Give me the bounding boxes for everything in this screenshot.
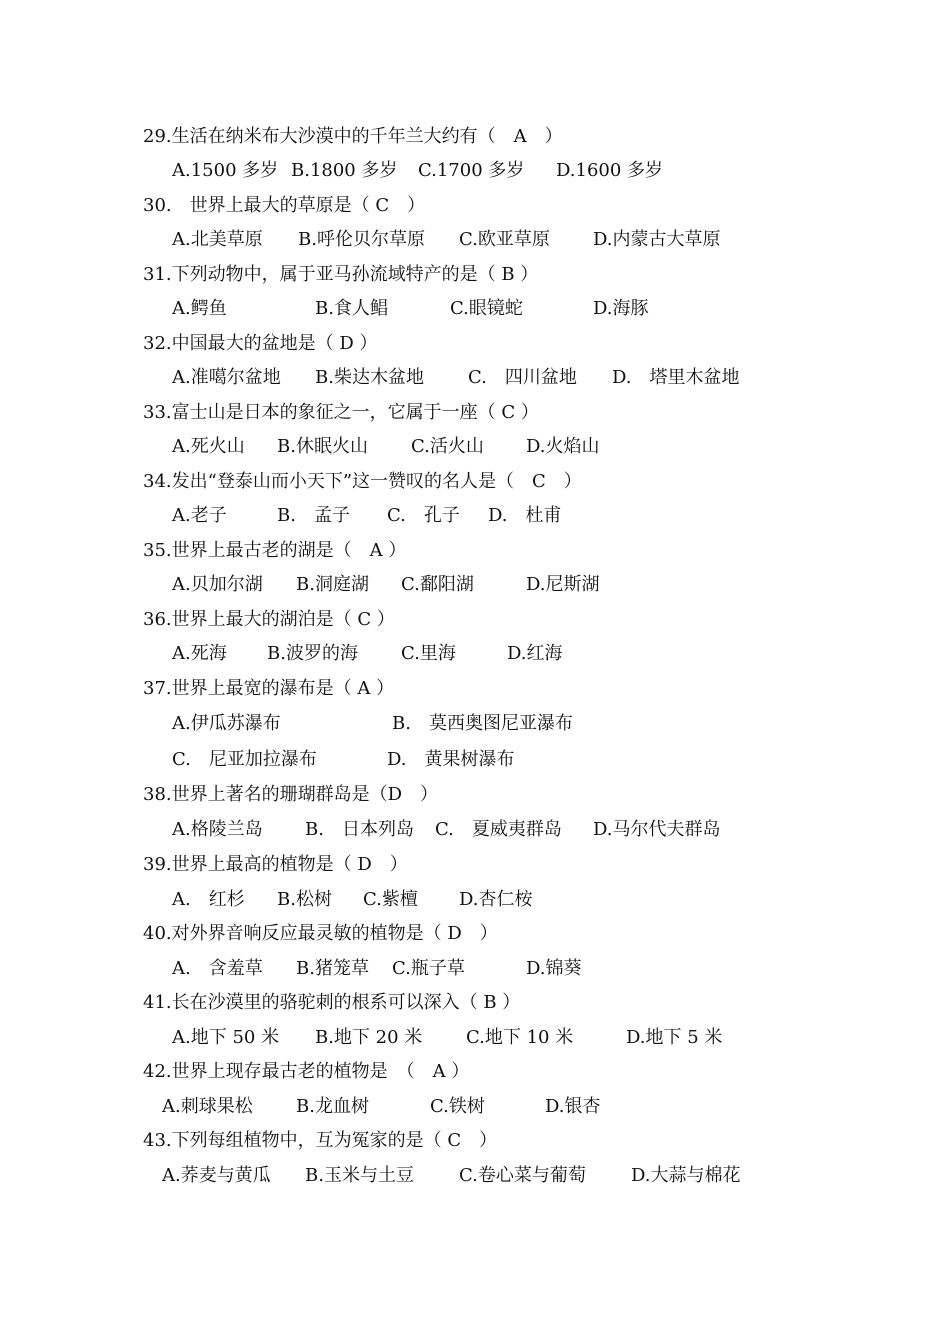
option-32-a: A.准噶尔盆地 [172, 367, 281, 388]
option-36-d: D.红海 [507, 643, 563, 664]
option-43-d: D.大蒜与棉花 [631, 1165, 741, 1186]
option-33-d: D.火焰山 [526, 436, 600, 457]
option-39-b: B.松树 [277, 889, 332, 910]
option-36-a: A.死海 [172, 643, 227, 664]
option-37-a: A.伊瓜苏瀑布 [172, 713, 281, 734]
question-40: 40.对外界音响反应最灵敏的植物是（ D ） [143, 923, 498, 944]
option-32-d: D. 塔里木盆地 [612, 367, 740, 388]
option-38-b: B. 日本列岛 [305, 819, 414, 840]
option-40-c: C.瓶子草 [392, 958, 465, 979]
option-40-b: B.猪笼草 [296, 958, 369, 979]
option-41-d: D.地下 5 米 [626, 1027, 723, 1048]
option-35-b: B.洞庭湖 [296, 574, 369, 595]
question-33: 33.富士山是日本的象征之一，它属于一座（ C ） [143, 402, 539, 423]
option-36-c: C.里海 [401, 643, 456, 664]
option-40-d: D.锦葵 [526, 958, 582, 979]
option-33-b: B.休眠火山 [277, 436, 368, 457]
option-38-a: A.格陵兰岛 [172, 819, 263, 840]
option-35-d: D.尼斯湖 [526, 574, 600, 595]
option-35-c: C.鄱阳湖 [401, 574, 474, 595]
question-34: 34.发出“登泰山而小天下”这一赞叹的名人是（ C ） [143, 471, 582, 492]
option-41-c: C.地下 10 米 [466, 1027, 574, 1048]
option-30-c: C.欧亚草原 [459, 229, 550, 250]
option-39-d: D.杏仁桉 [459, 889, 533, 910]
option-29-b: B.1800 多岁 [291, 160, 398, 181]
option-31-c: C.眼镜蛇 [450, 298, 523, 319]
question-43: 43.下列每组植物中，互为冤家的是（ C ） [143, 1130, 498, 1151]
option-30-d: D.内蒙古大草原 [593, 229, 721, 250]
option-43-b: B.玉米与土豆 [305, 1165, 414, 1186]
question-32: 32.中国最大的盆地是（ D ） [143, 333, 378, 354]
option-31-d: D.海豚 [593, 298, 649, 319]
option-37-c: C. 尼亚加拉瀑布 [172, 749, 317, 770]
question-42: 42.世界上现存最古老的植物是 （ A ） [143, 1061, 470, 1082]
option-37-d: D. 黄果树瀑布 [387, 749, 515, 770]
option-29-d: D.1600 多岁 [556, 160, 664, 181]
option-34-b: B. 孟子 [277, 505, 350, 526]
question-37: 37.世界上最宽的瀑布是（ A ） [143, 678, 395, 699]
option-41-a: A.地下 50 米 [172, 1027, 280, 1048]
option-36-b: B.波罗的海 [267, 643, 358, 664]
option-42-c: C.铁树 [430, 1096, 485, 1117]
option-39-a: A. 红杉 [172, 889, 245, 910]
option-32-b: B.柴达木盆地 [315, 367, 424, 388]
option-29-a: A.1500 多岁 [172, 160, 279, 181]
option-38-c: C. 夏威夷群岛 [435, 819, 562, 840]
option-30-b: B.呼伦贝尔草原 [298, 229, 425, 250]
option-30-a: A.北美草原 [172, 229, 263, 250]
option-33-a: A.死火山 [172, 436, 245, 457]
option-33-c: C.活火山 [411, 436, 484, 457]
option-43-a: A.荞麦与黄瓜 [162, 1165, 271, 1186]
option-42-a: A.刺球果松 [162, 1096, 253, 1117]
option-40-a: A. 含羞草 [172, 958, 263, 979]
option-32-c: C. 四川盆地 [468, 367, 577, 388]
option-31-a: A.鳄鱼 [172, 298, 227, 319]
option-41-b: B.地下 20 米 [315, 1027, 423, 1048]
option-37-b: B. 莫西奥图尼亚瀑布 [392, 713, 573, 734]
option-38-d: D.马尔代夫群岛 [593, 819, 721, 840]
option-29-c: C.1700 多岁 [418, 160, 525, 181]
question-35: 35.世界上最古老的湖是（ A ） [143, 540, 407, 561]
option-42-d: D.银杏 [545, 1096, 601, 1117]
option-34-c: C. 孔子 [387, 505, 460, 526]
question-29: 29.生活在纳米布大沙漠中的千年兰大约有（ A ） [143, 126, 563, 147]
question-39: 39.世界上最高的植物是（ D ） [143, 854, 408, 875]
question-38: 38.世界上著名的珊瑚群岛是（D ） [143, 784, 439, 805]
option-35-a: A.贝加尔湖 [172, 574, 263, 595]
option-34-d: D. 杜甫 [488, 505, 562, 526]
question-31: 31.下列动物中，属于亚马孙流域特产的是（ B ） [143, 264, 539, 285]
option-31-b: B.食人鲳 [315, 298, 388, 319]
option-43-c: C.卷心菜与葡萄 [459, 1165, 586, 1186]
option-39-c: C.紫檀 [363, 889, 418, 910]
option-42-b: B.龙血树 [296, 1096, 369, 1117]
option-34-a: A.老子 [172, 505, 227, 526]
question-36: 36.世界上最大的湖泊是（ C ） [143, 609, 395, 630]
question-30: 30. 世界上最大的草原是（ C ） [143, 195, 426, 216]
question-41: 41.长在沙漠里的骆驼刺的根系可以深入（ B ） [143, 992, 521, 1013]
